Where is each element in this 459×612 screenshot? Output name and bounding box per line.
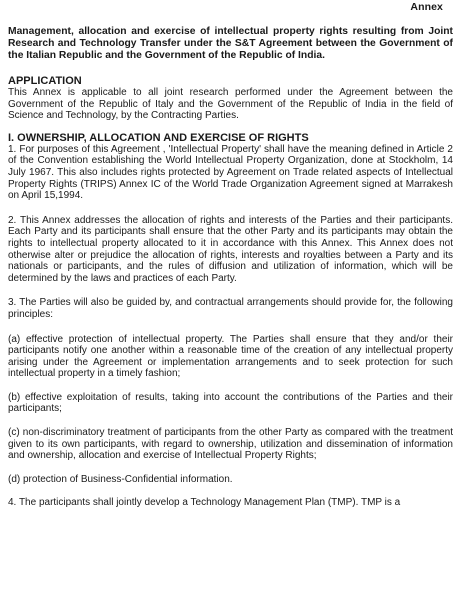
principle-item-d: (d) protection of Business-Confidential information. — [8, 473, 233, 485]
application-text: This Annex is applicable to all joint research performed under the Agreement between the Government of the Republic of Italy and the Government of the Republic of India in the field of Science and Technology, by the Contracting Parties. — [8, 87, 453, 122]
application-heading: APPLICATION — [8, 75, 82, 87]
section1-paragraph-3: 3. The Parties will also be guided by, and contractual arrangements should provide for, the following principles: — [8, 297, 453, 320]
section1-paragraph-4: 4. The participants shall jointly develop a Technology Management Plan (TMP). TMP is a — [8, 497, 401, 509]
section1-paragraph-1: 1. For purposes of this Agreement , 'Intellectual Property' shall have the meaning defined in Article 2 of the Convention establishing the World Intellectual Property Organization, done at Stockholm, 14 July 1967. This also includes rights protected by Agreement on Trade related aspects of Intellectual Property Rights (TRIPS) Annex IC of the World Trade Organization Agreement signed at Marrakesh on April 15,1994. — [8, 143, 453, 202]
section1-paragraph-2: 2. This Annex addresses the allocation of rights and interests of the Parties and their participants. Each Party and its participants shall ensure that the other Party and its participants may obtain the rights to intellectual property allocated to it in accordance with this Annex. This Annex does not otherwise alter or prejudice the allocation of rights, interests and royalties between a Party and its nationals or participants, and the rules of diffusion and utilization of information, which will be determined by the laws and practices of each Party. — [8, 214, 453, 284]
section1-heading: I. OWNERSHIP, ALLOCATION AND EXERCISE OF RIGHTS — [8, 131, 309, 144]
principle-item-b: (b) effective exploitation of results, taking into account the contributions of the Parties and their participants; — [8, 391, 453, 415]
document-title: Management, allocation and exercise of intellectual property rights resulting from Joint Research and Technology Transfer under the S&T Agreement between the Government of the Italian Republic and the Government of the Republic of India. — [8, 26, 453, 61]
principle-item-c: (c) non-discriminatory treatment of participants from the other Party as compared with the treatment given to its own participants, with regard to ownership, utilization and dissemination of information and ownership, allocation and exercise of Intellectual Property Rights; — [8, 427, 453, 462]
document-body — [8, 26, 453, 509]
annex-label: Annex — [410, 1, 443, 13]
principle-item-a: (a) effective protection of intellectual property. The Parties shall ensure that they and/or their participants notify one another within a reasonable time of the creation of any intellectual property arising under the Agreement or implementation arrangements and to seek protection for such intellectual property in a timely fashion; — [8, 333, 453, 380]
